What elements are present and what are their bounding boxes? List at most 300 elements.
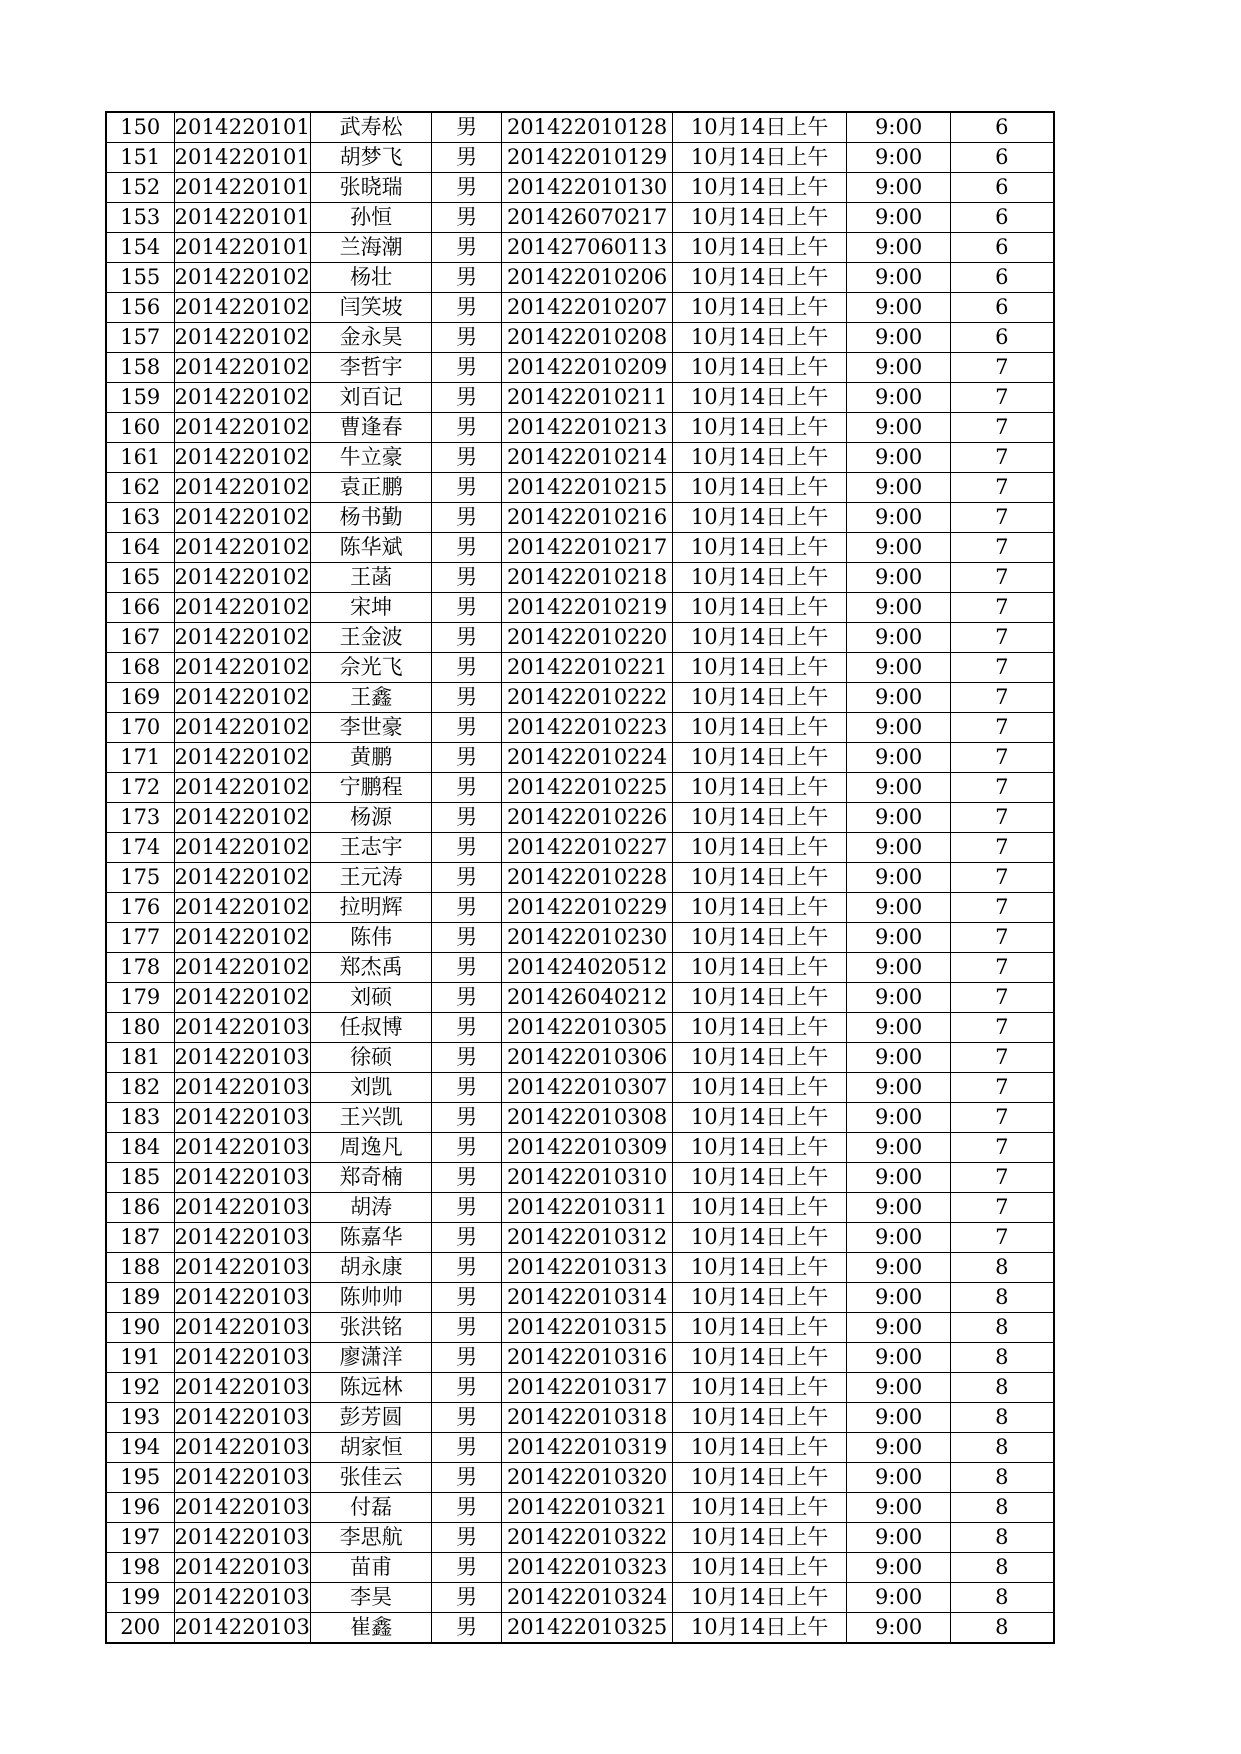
exam-time-cell: 9:00 bbox=[847, 1103, 951, 1133]
student-id-cell: 201422010321 bbox=[502, 1493, 673, 1523]
student-id-cell: 201422010129 bbox=[502, 143, 673, 173]
student-name-cell: 宋坤 bbox=[311, 593, 432, 623]
class-code-cell: 2014220102 bbox=[174, 773, 311, 803]
group-number-cell: 7 bbox=[951, 893, 1054, 923]
gender-cell: 男 bbox=[432, 1133, 502, 1163]
student-id-cell: 201424020512 bbox=[502, 953, 673, 983]
group-number-cell: 8 bbox=[951, 1283, 1054, 1313]
exam-time-cell: 9:00 bbox=[847, 443, 951, 473]
row-number-cell: 191 bbox=[106, 1343, 174, 1373]
exam-time-cell: 9:00 bbox=[847, 1283, 951, 1313]
student-id-cell: 201422010319 bbox=[502, 1433, 673, 1463]
student-name-cell: 陈华斌 bbox=[311, 533, 432, 563]
student-name-cell: 武寿松 bbox=[311, 112, 432, 143]
gender-cell: 男 bbox=[432, 1283, 502, 1313]
class-code-cell: 2014220101 bbox=[174, 233, 311, 263]
table-row bbox=[106, 1013, 1054, 1043]
class-code-cell: 2014220103 bbox=[174, 1433, 311, 1463]
student-name-cell: 苗甫 bbox=[311, 1553, 432, 1583]
exam-date-cell: 10月14日上午 bbox=[673, 833, 847, 863]
table-row bbox=[106, 743, 1054, 773]
group-number-cell: 6 bbox=[951, 233, 1054, 263]
student-id-cell: 201422010314 bbox=[502, 1283, 673, 1313]
exam-time-cell: 9:00 bbox=[847, 112, 951, 143]
gender-cell: 男 bbox=[432, 1613, 502, 1644]
table-row bbox=[106, 143, 1054, 173]
student-id-cell: 201422010214 bbox=[502, 443, 673, 473]
exam-date-cell: 10月14日上午 bbox=[673, 1283, 847, 1313]
table-row bbox=[106, 1193, 1054, 1223]
table-row bbox=[106, 1403, 1054, 1433]
student-name-cell: 王志宇 bbox=[311, 833, 432, 863]
student-name-cell: 张洪铭 bbox=[311, 1313, 432, 1343]
group-number-cell: 8 bbox=[951, 1403, 1054, 1433]
exam-time-cell: 9:00 bbox=[847, 893, 951, 923]
student-name-cell: 兰海潮 bbox=[311, 233, 432, 263]
schedule-table bbox=[105, 111, 1055, 1644]
student-name-cell: 胡梦飞 bbox=[311, 143, 432, 173]
row-number-cell: 196 bbox=[106, 1493, 174, 1523]
row-number-cell: 198 bbox=[106, 1553, 174, 1583]
row-number-cell: 155 bbox=[106, 263, 174, 293]
student-id-cell: 201422010306 bbox=[502, 1043, 673, 1073]
group-number-cell: 7 bbox=[951, 713, 1054, 743]
table-row bbox=[106, 1253, 1054, 1283]
row-number-cell: 168 bbox=[106, 653, 174, 683]
row-number-cell: 185 bbox=[106, 1163, 174, 1193]
exam-date-cell: 10月14日上午 bbox=[673, 473, 847, 503]
row-number-cell: 186 bbox=[106, 1193, 174, 1223]
student-id-cell: 201422010221 bbox=[502, 653, 673, 683]
exam-date-cell: 10月14日上午 bbox=[673, 1523, 847, 1553]
gender-cell: 男 bbox=[432, 203, 502, 233]
table-row bbox=[106, 1463, 1054, 1493]
exam-date-cell: 10月14日上午 bbox=[673, 923, 847, 953]
class-code-cell: 2014220102 bbox=[174, 893, 311, 923]
student-name-cell: 周逸凡 bbox=[311, 1133, 432, 1163]
exam-date-cell: 10月14日上午 bbox=[673, 1313, 847, 1343]
row-number-cell: 175 bbox=[106, 863, 174, 893]
exam-time-cell: 9:00 bbox=[847, 383, 951, 413]
table-row bbox=[106, 233, 1054, 263]
group-number-cell: 7 bbox=[951, 503, 1054, 533]
student-id-cell: 201422010320 bbox=[502, 1463, 673, 1493]
student-id-cell: 201422010305 bbox=[502, 1013, 673, 1043]
student-name-cell: 陈伟 bbox=[311, 923, 432, 953]
exam-time-cell: 9:00 bbox=[847, 1613, 951, 1644]
exam-date-cell: 10月14日上午 bbox=[673, 323, 847, 353]
group-number-cell: 7 bbox=[951, 1103, 1054, 1133]
group-number-cell: 7 bbox=[951, 563, 1054, 593]
gender-cell: 男 bbox=[432, 443, 502, 473]
gender-cell: 男 bbox=[432, 1343, 502, 1373]
exam-time-cell: 9:00 bbox=[847, 473, 951, 503]
student-id-cell: 201422010312 bbox=[502, 1223, 673, 1253]
exam-time-cell: 9:00 bbox=[847, 1583, 951, 1613]
student-id-cell: 201422010209 bbox=[502, 353, 673, 383]
row-number-cell: 195 bbox=[106, 1463, 174, 1493]
row-number-cell: 154 bbox=[106, 233, 174, 263]
class-code-cell: 2014220102 bbox=[174, 923, 311, 953]
student-id-cell: 201422010310 bbox=[502, 1163, 673, 1193]
group-number-cell: 6 bbox=[951, 143, 1054, 173]
exam-time-cell: 9:00 bbox=[847, 293, 951, 323]
exam-date-cell: 10月14日上午 bbox=[673, 1433, 847, 1463]
exam-date-cell: 10月14日上午 bbox=[673, 863, 847, 893]
exam-date-cell: 10月14日上午 bbox=[673, 143, 847, 173]
student-id-cell: 201422010230 bbox=[502, 923, 673, 953]
gender-cell: 男 bbox=[432, 293, 502, 323]
row-number-cell: 199 bbox=[106, 1583, 174, 1613]
row-number-cell: 194 bbox=[106, 1433, 174, 1463]
class-code-cell: 2014220102 bbox=[174, 263, 311, 293]
gender-cell: 男 bbox=[432, 143, 502, 173]
student-id-cell: 201422010307 bbox=[502, 1073, 673, 1103]
row-number-cell: 173 bbox=[106, 803, 174, 833]
exam-time-cell: 9:00 bbox=[847, 353, 951, 383]
group-number-cell: 7 bbox=[951, 383, 1054, 413]
student-id-cell: 201422010318 bbox=[502, 1403, 673, 1433]
table-row bbox=[106, 1223, 1054, 1253]
student-name-cell: 王鑫 bbox=[311, 683, 432, 713]
table-row bbox=[106, 533, 1054, 563]
gender-cell: 男 bbox=[432, 833, 502, 863]
group-number-cell: 7 bbox=[951, 413, 1054, 443]
gender-cell: 男 bbox=[432, 1433, 502, 1463]
table-row bbox=[106, 1283, 1054, 1313]
row-number-cell: 158 bbox=[106, 353, 174, 383]
exam-date-cell: 10月14日上午 bbox=[673, 1553, 847, 1583]
group-number-cell: 7 bbox=[951, 1223, 1054, 1253]
exam-time-cell: 9:00 bbox=[847, 833, 951, 863]
gender-cell: 男 bbox=[432, 473, 502, 503]
gender-cell: 男 bbox=[432, 743, 502, 773]
exam-date-cell: 10月14日上午 bbox=[673, 893, 847, 923]
class-code-cell: 2014220103 bbox=[174, 1583, 311, 1613]
row-number-cell: 161 bbox=[106, 443, 174, 473]
table-row bbox=[106, 833, 1054, 863]
exam-time-cell: 9:00 bbox=[847, 1493, 951, 1523]
exam-date-cell: 10月14日上午 bbox=[673, 1013, 847, 1043]
exam-time-cell: 9:00 bbox=[847, 143, 951, 173]
class-code-cell: 2014220103 bbox=[174, 1313, 311, 1343]
table-row bbox=[106, 1043, 1054, 1073]
group-number-cell: 7 bbox=[951, 743, 1054, 773]
class-code-cell: 2014220103 bbox=[174, 1613, 311, 1644]
exam-date-cell: 10月14日上午 bbox=[673, 1103, 847, 1133]
class-code-cell: 2014220102 bbox=[174, 473, 311, 503]
row-number-cell: 184 bbox=[106, 1133, 174, 1163]
gender-cell: 男 bbox=[432, 503, 502, 533]
exam-time-cell: 9:00 bbox=[847, 773, 951, 803]
exam-date-cell: 10月14日上午 bbox=[673, 1043, 847, 1073]
row-number-cell: 165 bbox=[106, 563, 174, 593]
gender-cell: 男 bbox=[432, 1223, 502, 1253]
exam-date-cell: 10月14日上午 bbox=[673, 1253, 847, 1283]
group-number-cell: 6 bbox=[951, 293, 1054, 323]
student-name-cell: 徐硕 bbox=[311, 1043, 432, 1073]
group-number-cell: 7 bbox=[951, 623, 1054, 653]
student-name-cell: 黄鹏 bbox=[311, 743, 432, 773]
row-number-cell: 181 bbox=[106, 1043, 174, 1073]
exam-date-cell: 10月14日上午 bbox=[673, 773, 847, 803]
student-name-cell: 陈嘉华 bbox=[311, 1223, 432, 1253]
group-number-cell: 7 bbox=[951, 653, 1054, 683]
row-number-cell: 170 bbox=[106, 713, 174, 743]
gender-cell: 男 bbox=[432, 1553, 502, 1583]
class-code-cell: 2014220102 bbox=[174, 503, 311, 533]
exam-date-cell: 10月14日上午 bbox=[673, 263, 847, 293]
table-row bbox=[106, 1163, 1054, 1193]
exam-date-cell: 10月14日上午 bbox=[673, 1193, 847, 1223]
student-id-cell: 201422010206 bbox=[502, 263, 673, 293]
table-row bbox=[106, 112, 1054, 143]
table-row bbox=[106, 713, 1054, 743]
row-number-cell: 166 bbox=[106, 593, 174, 623]
exam-date-cell: 10月14日上午 bbox=[673, 1343, 847, 1373]
exam-date-cell: 10月14日上午 bbox=[673, 203, 847, 233]
row-number-cell: 183 bbox=[106, 1103, 174, 1133]
class-code-cell: 2014220101 bbox=[174, 173, 311, 203]
gender-cell: 男 bbox=[432, 173, 502, 203]
exam-time-cell: 9:00 bbox=[847, 743, 951, 773]
group-number-cell: 7 bbox=[951, 773, 1054, 803]
table-body bbox=[106, 112, 1054, 1643]
group-number-cell: 7 bbox=[951, 1043, 1054, 1073]
exam-date-cell: 10月14日上午 bbox=[673, 803, 847, 833]
exam-date-cell: 10月14日上午 bbox=[673, 953, 847, 983]
group-number-cell: 6 bbox=[951, 173, 1054, 203]
exam-time-cell: 9:00 bbox=[847, 563, 951, 593]
row-number-cell: 176 bbox=[106, 893, 174, 923]
exam-date-cell: 10月14日上午 bbox=[673, 683, 847, 713]
student-id-cell: 201422010226 bbox=[502, 803, 673, 833]
exam-time-cell: 9:00 bbox=[847, 863, 951, 893]
student-name-cell: 陈帅帅 bbox=[311, 1283, 432, 1313]
row-number-cell: 188 bbox=[106, 1253, 174, 1283]
class-code-cell: 2014220103 bbox=[174, 1523, 311, 1553]
exam-date-cell: 10月14日上午 bbox=[673, 1463, 847, 1493]
group-number-cell: 6 bbox=[951, 112, 1054, 143]
student-name-cell: 廖潇洋 bbox=[311, 1343, 432, 1373]
row-number-cell: 164 bbox=[106, 533, 174, 563]
class-code-cell: 2014220102 bbox=[174, 743, 311, 773]
student-id-cell: 201422010228 bbox=[502, 863, 673, 893]
group-number-cell: 7 bbox=[951, 1193, 1054, 1223]
gender-cell: 男 bbox=[432, 1523, 502, 1553]
class-code-cell: 2014220102 bbox=[174, 803, 311, 833]
gender-cell: 男 bbox=[432, 713, 502, 743]
class-code-cell: 2014220102 bbox=[174, 713, 311, 743]
row-number-cell: 153 bbox=[106, 203, 174, 233]
group-number-cell: 7 bbox=[951, 803, 1054, 833]
class-code-cell: 2014220102 bbox=[174, 533, 311, 563]
row-number-cell: 189 bbox=[106, 1283, 174, 1313]
student-name-cell: 拉明辉 bbox=[311, 893, 432, 923]
gender-cell: 男 bbox=[432, 1313, 502, 1343]
gender-cell: 男 bbox=[432, 112, 502, 143]
gender-cell: 男 bbox=[432, 1103, 502, 1133]
row-number-cell: 197 bbox=[106, 1523, 174, 1553]
class-code-cell: 2014220103 bbox=[174, 1013, 311, 1043]
student-name-cell: 王兴凯 bbox=[311, 1103, 432, 1133]
gender-cell: 男 bbox=[432, 683, 502, 713]
table-row bbox=[106, 653, 1054, 683]
gender-cell: 男 bbox=[432, 413, 502, 443]
student-id-cell: 201422010128 bbox=[502, 112, 673, 143]
student-id-cell: 201422010218 bbox=[502, 563, 673, 593]
exam-time-cell: 9:00 bbox=[847, 263, 951, 293]
row-number-cell: 157 bbox=[106, 323, 174, 353]
group-number-cell: 6 bbox=[951, 263, 1054, 293]
exam-date-cell: 10月14日上午 bbox=[673, 1073, 847, 1103]
table-row bbox=[106, 563, 1054, 593]
group-number-cell: 7 bbox=[951, 923, 1054, 953]
gender-cell: 男 bbox=[432, 1493, 502, 1523]
gender-cell: 男 bbox=[432, 1463, 502, 1493]
row-number-cell: 152 bbox=[106, 173, 174, 203]
class-code-cell: 2014220102 bbox=[174, 623, 311, 653]
student-name-cell: 闫笑坡 bbox=[311, 293, 432, 323]
student-id-cell: 201422010223 bbox=[502, 713, 673, 743]
gender-cell: 男 bbox=[432, 803, 502, 833]
table-row bbox=[106, 1313, 1054, 1343]
exam-date-cell: 10月14日上午 bbox=[673, 233, 847, 263]
exam-time-cell: 9:00 bbox=[847, 683, 951, 713]
group-number-cell: 7 bbox=[951, 353, 1054, 383]
group-number-cell: 7 bbox=[951, 473, 1054, 503]
table-row bbox=[106, 353, 1054, 383]
student-id-cell: 201422010220 bbox=[502, 623, 673, 653]
row-number-cell: 151 bbox=[106, 143, 174, 173]
class-code-cell: 2014220103 bbox=[174, 1223, 311, 1253]
student-name-cell: 王菡 bbox=[311, 563, 432, 593]
class-code-cell: 2014220102 bbox=[174, 413, 311, 443]
exam-time-cell: 9:00 bbox=[847, 1073, 951, 1103]
class-code-cell: 2014220103 bbox=[174, 1373, 311, 1403]
table-row bbox=[106, 1373, 1054, 1403]
exam-date-cell: 10月14日上午 bbox=[673, 743, 847, 773]
class-code-cell: 2014220103 bbox=[174, 1493, 311, 1523]
exam-date-cell: 10月14日上午 bbox=[673, 1583, 847, 1613]
exam-time-cell: 9:00 bbox=[847, 1253, 951, 1283]
group-number-cell: 8 bbox=[951, 1583, 1054, 1613]
gender-cell: 男 bbox=[432, 323, 502, 353]
student-id-cell: 201422010313 bbox=[502, 1253, 673, 1283]
row-number-cell: 179 bbox=[106, 983, 174, 1013]
exam-time-cell: 9:00 bbox=[847, 173, 951, 203]
exam-time-cell: 9:00 bbox=[847, 1313, 951, 1343]
exam-date-cell: 10月14日上午 bbox=[673, 593, 847, 623]
group-number-cell: 7 bbox=[951, 443, 1054, 473]
table-row bbox=[106, 1583, 1054, 1613]
student-name-cell: 胡家恒 bbox=[311, 1433, 432, 1463]
row-number-cell: 159 bbox=[106, 383, 174, 413]
table-row bbox=[106, 1073, 1054, 1103]
student-id-cell: 201426070217 bbox=[502, 203, 673, 233]
gender-cell: 男 bbox=[432, 773, 502, 803]
table-row bbox=[106, 413, 1054, 443]
group-number-cell: 6 bbox=[951, 203, 1054, 233]
gender-cell: 男 bbox=[432, 653, 502, 683]
exam-date-cell: 10月14日上午 bbox=[673, 503, 847, 533]
gender-cell: 男 bbox=[432, 533, 502, 563]
group-number-cell: 8 bbox=[951, 1313, 1054, 1343]
gender-cell: 男 bbox=[432, 1043, 502, 1073]
row-number-cell: 178 bbox=[106, 953, 174, 983]
student-name-cell: 杨源 bbox=[311, 803, 432, 833]
group-number-cell: 8 bbox=[951, 1463, 1054, 1493]
gender-cell: 男 bbox=[432, 1013, 502, 1043]
exam-time-cell: 9:00 bbox=[847, 233, 951, 263]
class-code-cell: 2014220102 bbox=[174, 563, 311, 593]
table-row bbox=[106, 623, 1054, 653]
gender-cell: 男 bbox=[432, 1583, 502, 1613]
class-code-cell: 2014220103 bbox=[174, 1193, 311, 1223]
student-name-cell: 付磊 bbox=[311, 1493, 432, 1523]
gender-cell: 男 bbox=[432, 623, 502, 653]
class-code-cell: 2014220103 bbox=[174, 1043, 311, 1073]
exam-time-cell: 9:00 bbox=[847, 803, 951, 833]
exam-date-cell: 10月14日上午 bbox=[673, 983, 847, 1013]
row-number-cell: 171 bbox=[106, 743, 174, 773]
student-name-cell: 王元涛 bbox=[311, 863, 432, 893]
gender-cell: 男 bbox=[432, 263, 502, 293]
class-code-cell: 2014220102 bbox=[174, 323, 311, 353]
class-code-cell: 2014220101 bbox=[174, 203, 311, 233]
exam-time-cell: 9:00 bbox=[847, 1463, 951, 1493]
student-id-cell: 201422010215 bbox=[502, 473, 673, 503]
table-row bbox=[106, 1103, 1054, 1133]
exam-date-cell: 10月14日上午 bbox=[673, 563, 847, 593]
student-name-cell: 孙恒 bbox=[311, 203, 432, 233]
class-code-cell: 2014220103 bbox=[174, 1073, 311, 1103]
table-row bbox=[106, 383, 1054, 413]
exam-time-cell: 9:00 bbox=[847, 1433, 951, 1463]
class-code-cell: 2014220102 bbox=[174, 953, 311, 983]
student-id-cell: 201422010213 bbox=[502, 413, 673, 443]
row-number-cell: 150 bbox=[106, 112, 174, 143]
exam-time-cell: 9:00 bbox=[847, 1403, 951, 1433]
exam-time-cell: 9:00 bbox=[847, 1373, 951, 1403]
student-name-cell: 宁鹏程 bbox=[311, 773, 432, 803]
table-row bbox=[106, 443, 1054, 473]
student-id-cell: 201422010229 bbox=[502, 893, 673, 923]
class-code-cell: 2014220102 bbox=[174, 863, 311, 893]
table-row bbox=[106, 683, 1054, 713]
row-number-cell: 172 bbox=[106, 773, 174, 803]
table-row bbox=[106, 1613, 1054, 1644]
exam-date-cell: 10月14日上午 bbox=[673, 173, 847, 203]
table-row bbox=[106, 863, 1054, 893]
table-row bbox=[106, 473, 1054, 503]
table-row bbox=[106, 1133, 1054, 1163]
exam-date-cell: 10月14日上午 bbox=[673, 713, 847, 743]
row-number-cell: 190 bbox=[106, 1313, 174, 1343]
row-number-cell: 180 bbox=[106, 1013, 174, 1043]
group-number-cell: 8 bbox=[951, 1613, 1054, 1644]
gender-cell: 男 bbox=[432, 1073, 502, 1103]
class-code-cell: 2014220102 bbox=[174, 983, 311, 1013]
group-number-cell: 7 bbox=[951, 533, 1054, 563]
row-number-cell: 156 bbox=[106, 293, 174, 323]
exam-date-cell: 10月14日上午 bbox=[673, 1493, 847, 1523]
student-name-cell: 牛立豪 bbox=[311, 443, 432, 473]
exam-time-cell: 9:00 bbox=[847, 323, 951, 353]
student-id-cell: 201422010324 bbox=[502, 1583, 673, 1613]
exam-time-cell: 9:00 bbox=[847, 653, 951, 683]
table-row bbox=[106, 803, 1054, 833]
